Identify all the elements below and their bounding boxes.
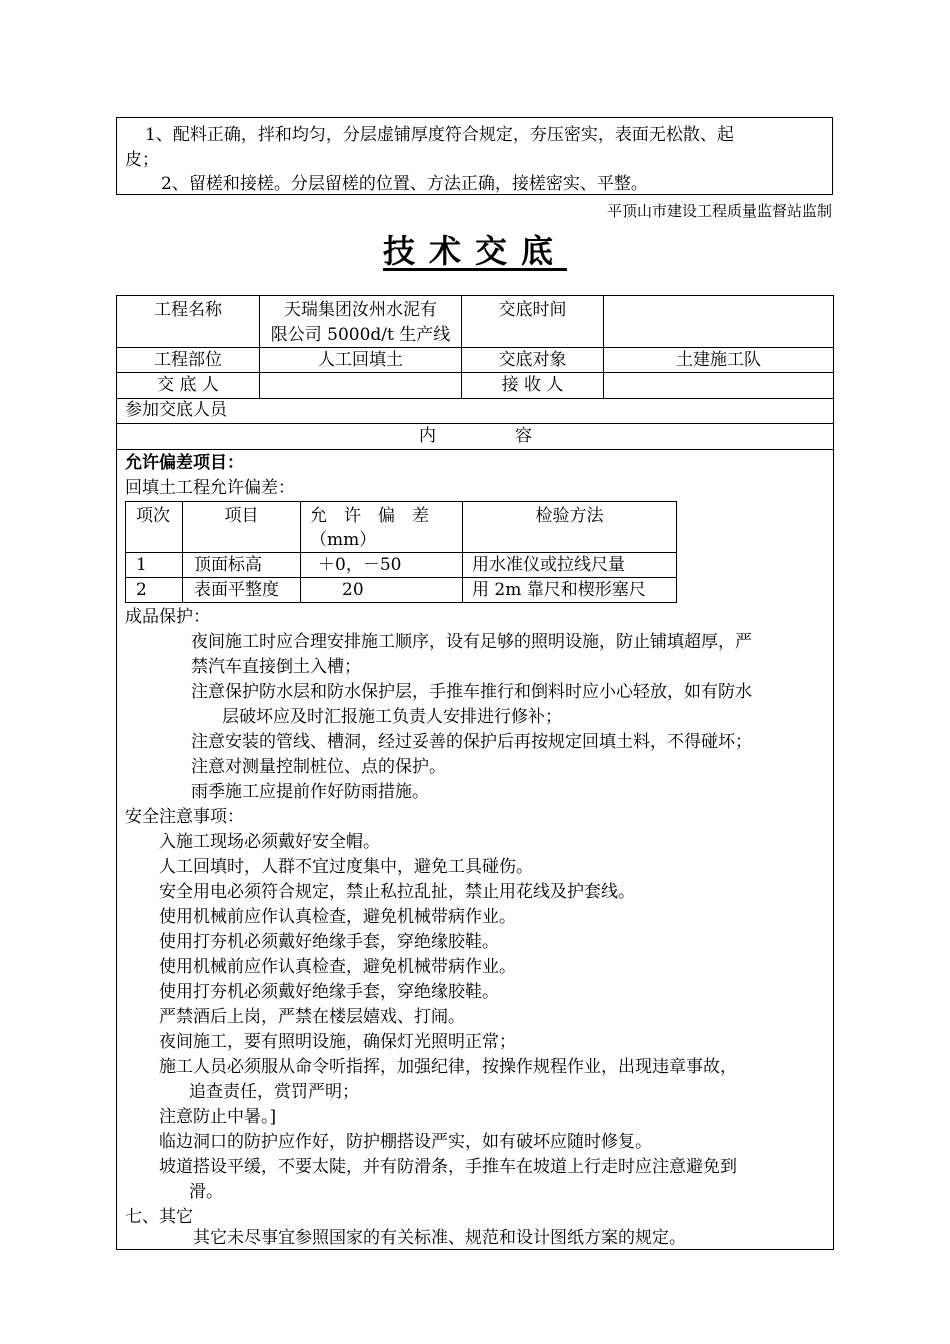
part-value: 人工回填土: [318, 350, 403, 370]
content-label-1: 内: [419, 426, 436, 446]
acceptance-criteria-box: [116, 117, 833, 195]
object-value: 土建施工队: [676, 350, 761, 370]
other-heading: 七、其它: [125, 1207, 193, 1227]
table-row-1-value: ＋0，－50: [318, 555, 402, 575]
safety-line: 追查责任，赏罚严明；: [189, 1082, 359, 1102]
project-name-value-1: 天瑞集团汝州水泥有: [284, 300, 437, 320]
safety-line: 严禁酒后上岗，严禁在楼层嬉戏、打闹。: [159, 1007, 465, 1027]
safety-line: 入施工现场必须戴好安全帽。: [159, 832, 380, 852]
safety-line: 使用打夯机必须戴好绝缘手套，穿绝缘胶鞋。: [159, 982, 499, 1002]
criteria-line-1: 1、配料正确，拌和均匀，分层虚铺厚度符合规定，夯压密实，表面无松散、起: [145, 125, 734, 145]
safety-line: 使用机械前应作认真检查，避免机械带病作业。: [159, 907, 516, 927]
project-name-value-2: 限公司 5000d/t 生产线: [270, 325, 451, 345]
safety-line: 夜间施工，要有照明设施，确保灯光照明正常；: [159, 1032, 516, 1052]
col-header-item: 项目: [224, 506, 259, 526]
presenter-label: 交 底 人: [157, 375, 219, 395]
disclosure-form: [116, 295, 834, 1250]
row-divider: [117, 449, 833, 450]
safety-line: 人工回填时，人群不宜过度集中，避免工具碰伤。: [159, 857, 533, 877]
row-divider: [117, 423, 833, 424]
part-label: 工程部位: [154, 350, 222, 370]
tolerance-table: [125, 501, 677, 603]
safety-line: 注意防止中暑。]: [159, 1107, 277, 1127]
page-title: [0, 226, 950, 272]
protection-line: 注意保护防水层和防水保护层，手推车推行和倒料时应小心轻放，如有防水: [191, 682, 752, 702]
safety-line: 临边洞口的防护应作好，防护棚搭设严实，如有破坏应随时修复。: [159, 1132, 652, 1152]
table-row-1-item: 顶面标高: [194, 555, 262, 575]
safety-line: 安全用电必须符合规定，禁止私拉乱扯，禁止用花线及护套线。: [159, 882, 635, 902]
protection-line: 雨季施工应提前作好防雨措施。: [191, 782, 429, 802]
safety-line: 施工人员必须服从命令听指挥，加强纪律，按操作规程作业，出现违章事故，: [159, 1057, 737, 1077]
col-divider: [603, 296, 604, 398]
tolerance-subheading: 回填土工程允许偏差：: [125, 478, 295, 498]
supervision-note: 平顶山市建设工程质量监督站监制: [606, 202, 832, 220]
criteria-line-1-cont: 皮；: [125, 150, 159, 170]
table-row-2-method: 用 2m 靠尺和楔形塞尺: [472, 580, 646, 600]
page-title-text: 技术交底: [382, 232, 567, 270]
col-header-method: 检验方法: [535, 506, 604, 526]
table-row-2-no: 2: [136, 580, 147, 600]
safety-line: 使用机械前应作认真检查，避免机械带病作业。: [159, 957, 516, 977]
table-col-divider: [300, 502, 301, 602]
protection-heading: 成品保护：: [125, 607, 210, 627]
receiver-label: 接 收 人: [501, 375, 564, 395]
protection-line: 夜间施工时应合理安排施工顺序，设有足够的照明设施，防止铺填超厚，严: [191, 632, 752, 652]
other-line: 其它未尽事宜参照国家的有关标准、规范和设计图纸方案的规定。: [193, 1228, 686, 1248]
col-header-unit: （mm）: [310, 530, 377, 550]
safety-heading: 安全注意事项：: [125, 807, 244, 827]
tolerance-heading: 允许偏差项目：: [125, 453, 244, 473]
criteria-line-2: 2、留槎和接槎。分层留槎的位置、方法正确，接槎密实、平整。: [161, 174, 648, 194]
protection-line: 注意安装的管线、槽洞，经过妥善的保护后再按规定回填土料，不得碰坏；: [191, 732, 752, 752]
object-label: 交底对象: [498, 350, 567, 370]
table-row-2-value: 20: [342, 580, 364, 600]
participants-label: 参加交底人员: [125, 400, 227, 420]
project-name-label: 工程名称: [154, 300, 222, 320]
col-header-no: 项次: [136, 506, 170, 526]
col-header-tolerance: 允 许 偏 差: [310, 506, 429, 526]
time-label: 交底时间: [498, 300, 567, 320]
safety-line: 坡道搭设平缓，不要太陡，并有防滑条，手推车在坡道上行走时应注意避免到: [159, 1157, 737, 1177]
safety-line: 滑。: [189, 1182, 223, 1202]
protection-line: 层破坏应及时汇报施工负责人安排进行修补；: [222, 707, 562, 727]
table-row-1-no: 1: [136, 555, 147, 575]
protection-line: 注意对测量控制桩位、点的保护。: [191, 757, 446, 777]
protection-line: 禁汽车直接倒土入槽；: [191, 657, 361, 677]
content-label-2: 容: [515, 426, 532, 446]
table-row-2-item: 表面平整度: [194, 580, 279, 600]
table-row-1-method: 用水准仪或拉线尺量: [472, 555, 625, 575]
safety-line: 使用打夯机必须戴好绝缘手套，穿绝缘胶鞋。: [159, 932, 499, 952]
